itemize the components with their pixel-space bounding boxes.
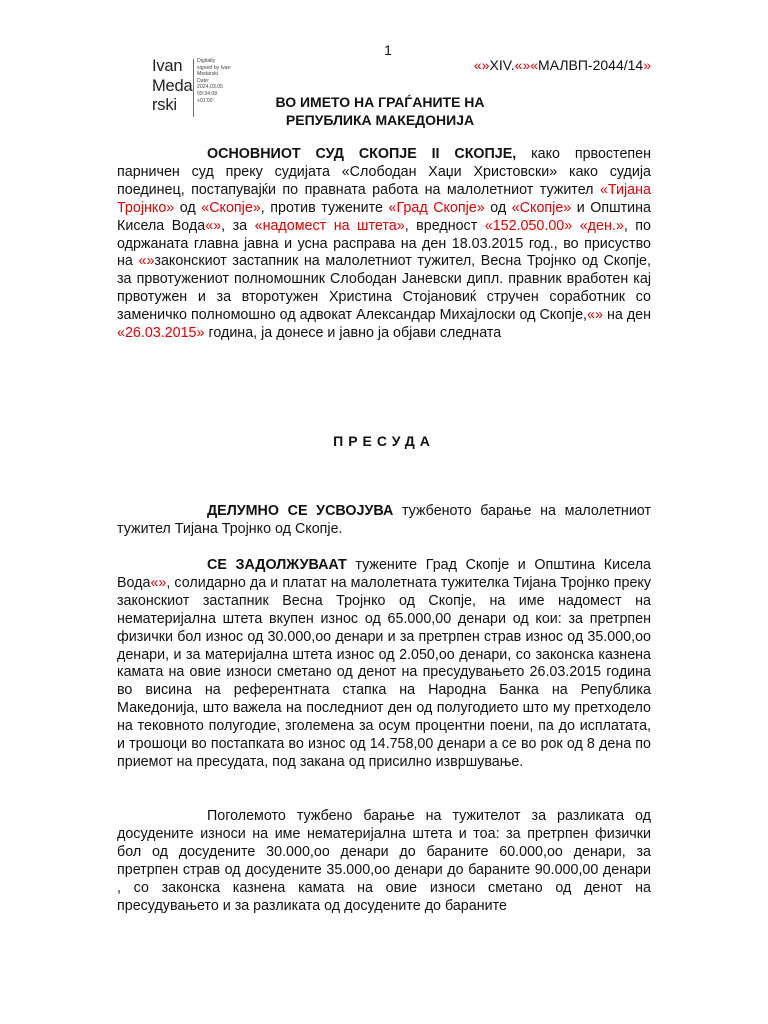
- case-number: «»XIV.«»«МАЛВП-2044/14»: [473, 57, 651, 73]
- intro-paragraph: ОСНОВНИОТ СУД СКОПЈЕ II СКОПЈЕ, како првостепен парничен суд преку судијата «Слободан Хаџи Христовски» како судија поединец, постапувајќи по правната работа на малолетниот тужител «Тијана Тројнко» од «Скопје», против тужените «Град Скопје» од «Скопје» и Општина Кисела Вода«», за «надомест на штета», вредност «152.050.00» «ден.», по одржаната главна јавна и усна расправа на ден 18.03.2015 год., во присуство на «»законскиот застапник на малолетниот тужител, Весна Тројнко од Скопје, за првотужениот полномошник Слободан Јаневски дипл. правник вработен кај првотужен и за второтужен Христина Стојановиќ стручен соработник со заменичко полномошно од адвокат Александар Михајлоски од Скопје,«» на ден «26.03.2015» година, ја донесе и јавно ја објави следната: [117, 146, 652, 342]
- heading-line-2: РЕПУБЛИКА МАКЕДОНИЈА: [285, 112, 475, 128]
- verdict-point-1: ДЕЛУМНО СЕ УСВОЈУВА тужбеното барање на малолетниот тужител Тијана Тројнко од Скопје.: [117, 503, 651, 537]
- signature-name: Ivan Meda rski: [152, 57, 193, 114]
- page-number: 1: [384, 42, 392, 58]
- heading-line-1: ВО ИМЕТО НА ГРАЃАНИТЕ НА: [275, 94, 485, 110]
- signature-divider: [193, 59, 194, 117]
- verdict-point-2: СЕ ЗАДОЛЖУВААТ тужените Град Скопје и Општина Кисела Вода«», солидарно да и платат на малолетната тужителка Тијана Тројнко преку законскиот застапник Весна Тројнко од Скопје, на име надомест на нематеријална штета вкупен износ од 65.000,00 денари од кои: за претрпен физички бол износ од 30.000,оо денари и за претрпен страв износ од 35.000,оо денари, и за материјална штета износ од 2.050,оо денари, со законска казнена камата на овие износи сметано од денот на пресудувањето 26.03.2015 година во висина на референтната стапка на Народна Банка на Република Македонија, што важела на последниот ден од полугодието што му претходело на тековното полугодие, зголемена за осум процентни поени, па до исплатата, и трошоци во постапката во износ од 14.758,00 денари а се во рок од 8 дена по приемот на пресудата, под закана од присилно извршување.: [117, 557, 651, 770]
- verdict-title: ПРЕСУДА: [333, 433, 435, 449]
- signature-details: Digitally signed by Ivan Medarski Date: 2024.03.05 09:34:08 +01'00': [197, 58, 231, 104]
- verdict-point-3: Поголемото тужбено барање на тужителот за разликата од досудените износи на име нематеријална штета и тоа: за претрпен физички бол од досудените 30.000,оо денари до бараните 60.000,оо денари, за претрпен страв од досудените 35.000,оо денари до бараните 90.000,00 денари , со законска казнена камата на овие износи сметано од денот на пресудувањето и за разликата од досудените до бараните: [117, 808, 651, 914]
